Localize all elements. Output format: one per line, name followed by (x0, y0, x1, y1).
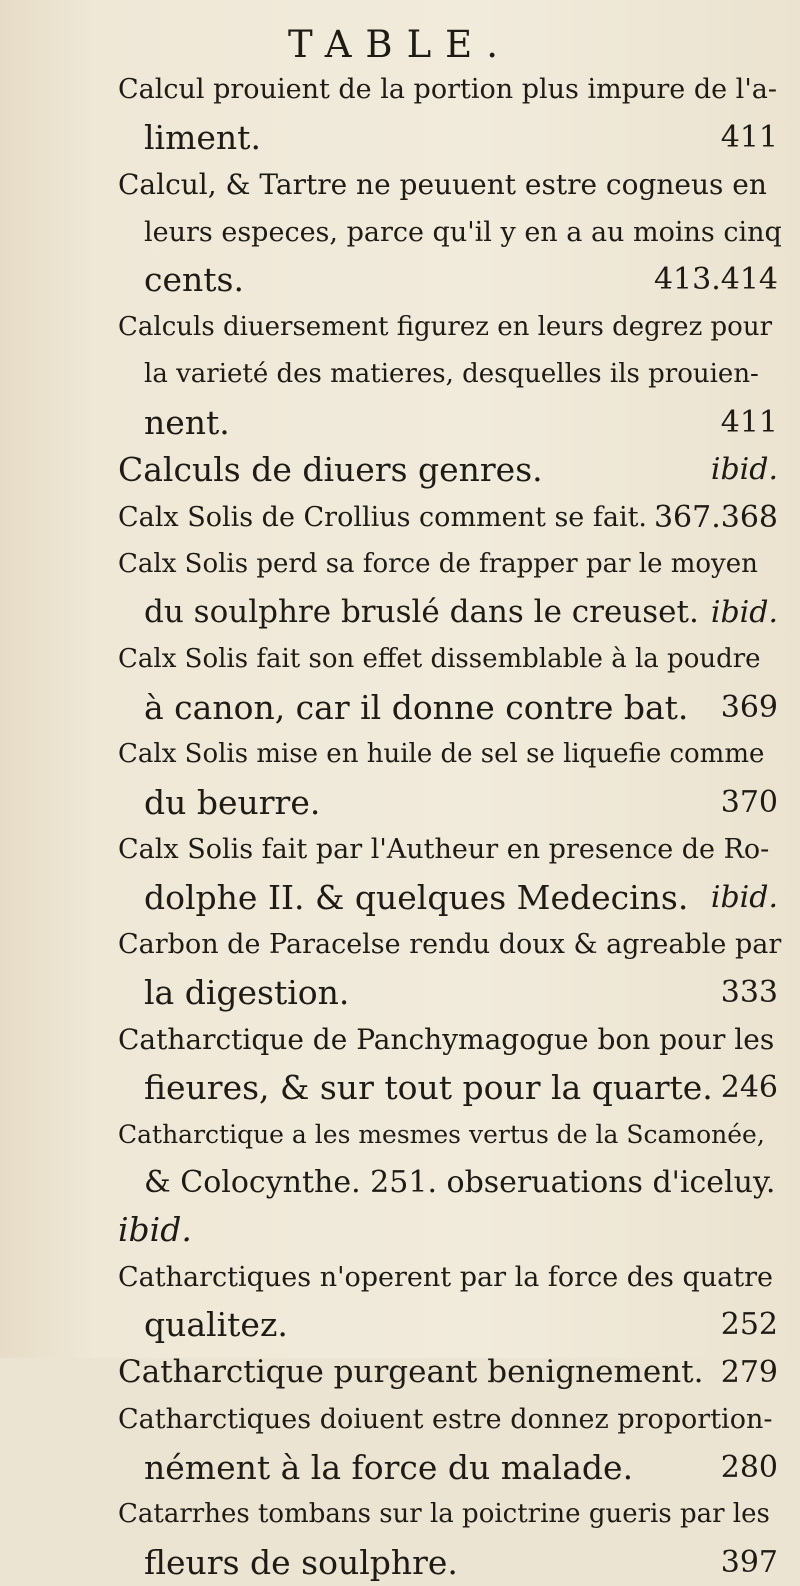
entry-text: Catharctiques n'operent par la force des quatre (118, 1254, 773, 1302)
page-reference: 246 (721, 1064, 782, 1112)
entry-text: qualitez. (144, 1301, 288, 1349)
page-reference: 370 (721, 779, 782, 827)
entry-text: Calcul prouient de la portion plus impure de l'a- (118, 66, 777, 114)
entry-text: nément à la force du malade. (144, 1444, 633, 1492)
page-reference: ibid. (711, 446, 782, 494)
index-entry (118, 66, 782, 161)
page-reference: 397 (721, 1539, 782, 1586)
page-header: TABLE. (0, 20, 800, 70)
entry-text: Catharctique de Panchymagogue bon pour les (118, 1016, 774, 1064)
entry-text: Calculs diuersement figurez en leurs degrez pour (118, 304, 772, 352)
page-reference: 279 (721, 1349, 782, 1397)
entry-text: cents. (144, 256, 244, 304)
index-entry (118, 304, 782, 447)
index-entry (118, 1349, 782, 1397)
entry-text: du soulphre bruslé dans le creuset. (144, 589, 699, 637)
entry-text: fieures, & sur tout pour la quarte. (144, 1064, 713, 1112)
index-entry (118, 1111, 782, 1254)
index-entry (118, 1016, 782, 1111)
page-reference: ibid. (711, 589, 782, 637)
entry-text: & Colocynthe. 251. obseruations d'iceluy. (144, 1159, 775, 1207)
index-entry (118, 161, 782, 304)
entry-text: Catharctique purgeant benignement. (118, 1349, 704, 1397)
entry-text: nent. (144, 399, 230, 447)
page-reference: 369 (721, 684, 782, 732)
page-reference: 413.414 (654, 256, 782, 304)
page-reference: 252 (721, 1301, 782, 1349)
entry-text: la digestion. (144, 969, 349, 1017)
entry-text: Calx Solis de Crollius comment se fait. (118, 494, 647, 542)
entry-text: leurs especes, parce qu'il y en a au moins cinq (144, 209, 782, 257)
entry-text: Calx Solis fait par l'Autheur en presence de Ro- (118, 826, 769, 874)
index-entry (118, 826, 782, 921)
entry-text: Catarrhes tombans sur la poictrine gueris par les (118, 1491, 770, 1539)
index-entry (118, 541, 782, 636)
index-entries (118, 66, 782, 1586)
entry-text: Catharctique a les mesmes vertus de la Scamonée, (118, 1111, 765, 1159)
page-reference: 411 (721, 114, 782, 162)
entry-text: à canon, car il donne contre bat. (144, 684, 688, 732)
entry-text: la varieté des matieres, desquelles ils prouien- (144, 351, 759, 399)
entry-text: ibid. (118, 1206, 192, 1254)
entry-text: liment. (144, 114, 261, 162)
page-reference: ibid. (711, 874, 782, 922)
index-entry (118, 731, 782, 826)
entry-text: Calculs de diuers genres. (118, 446, 543, 494)
index-entry (118, 446, 782, 494)
entry-text: fleurs de soulphre. (144, 1539, 458, 1586)
entry-text: Calx Solis perd sa force de frapper par le moyen (118, 541, 758, 589)
entry-text: Calcul, & Tartre ne peuuent estre cogneus en (118, 161, 767, 209)
index-entry (118, 1396, 782, 1491)
entry-text: dolphe II. & quelques Medecins. (144, 874, 688, 922)
entry-text: Catharctiques doiuent estre donnez proportion- (118, 1396, 772, 1444)
page-reference: 367.368 (654, 494, 782, 542)
index-entry (118, 1491, 782, 1586)
index-entry (118, 636, 782, 731)
index-entry (118, 494, 782, 542)
entry-text: Calx Solis mise en huile de sel se liquefie comme (118, 731, 764, 779)
index-entry (118, 1254, 782, 1349)
page-reference: 280 (721, 1444, 782, 1492)
entry-text: Calx Solis fait son effet dissemblable à la poudre (118, 636, 761, 684)
entry-text: Carbon de Paracelse rendu doux & agreable par (118, 921, 781, 969)
page-reference: 411 (721, 399, 782, 447)
entry-text: du beurre. (144, 779, 320, 827)
index-entry (118, 921, 782, 1016)
page-reference: 333 (721, 969, 782, 1017)
